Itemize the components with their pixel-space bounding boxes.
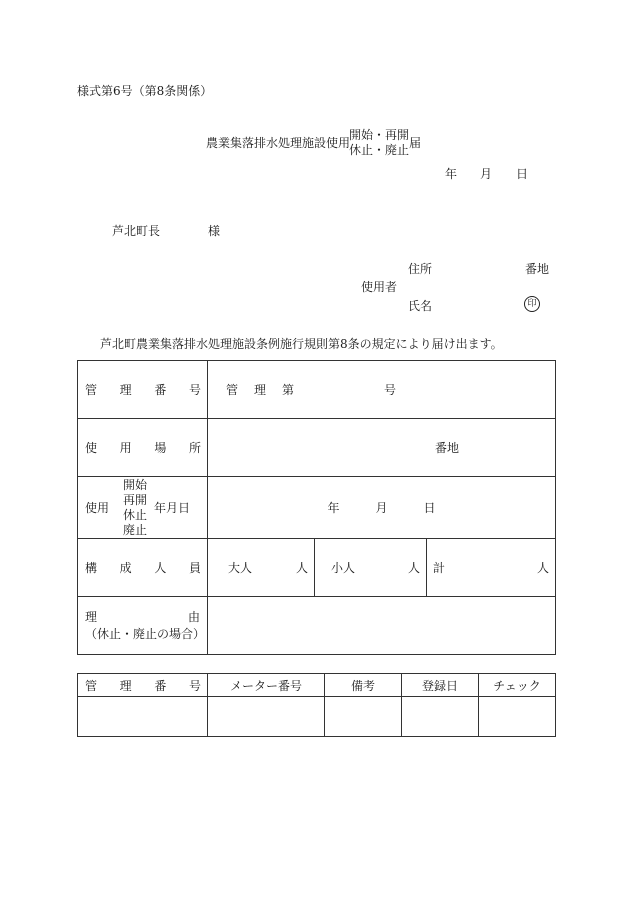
meter-number-cell[interactable] — [208, 697, 325, 737]
row-usage-date — [78, 477, 556, 539]
office-mgmt-number-header: 管 理 番 号 — [85, 678, 201, 693]
title-option-stop: 休止・廃止 — [349, 143, 410, 157]
usage-place-label: 使 用 場 所 — [85, 441, 201, 455]
seal-mark-icon: 印 — [524, 296, 540, 312]
form-title: 農業集落排水処理施設使用 — [206, 136, 351, 150]
title-option-start: 開始・再開 — [349, 128, 410, 142]
mgmt-number-field[interactable]: 管 理 第 号 — [208, 361, 556, 419]
declaration-statement: 芦北町農業集落排水処理施設条例施行規則第8条の規定により届け出ます。 — [100, 337, 503, 351]
reason-field[interactable] — [208, 597, 556, 655]
form-number: 様式第6号（第8条関係） — [77, 84, 213, 98]
usage-place-field[interactable]: 番地 — [208, 419, 556, 477]
usage-date-field[interactable]: 年 月 日 — [208, 477, 556, 539]
registered-date-cell[interactable] — [402, 697, 479, 737]
row-management-number — [78, 361, 556, 419]
date-month-label: 月 — [480, 167, 493, 181]
row-reason — [78, 597, 556, 655]
row-usage-place — [78, 419, 556, 477]
remarks-cell[interactable] — [325, 697, 402, 737]
meter-number-header: メーター番号 — [208, 674, 325, 697]
office-use-table — [77, 673, 556, 737]
date-year-label: 年 — [445, 167, 458, 181]
applicant-banchi-label: 番地 — [525, 262, 550, 276]
applicant-name-label: 氏名 — [408, 299, 433, 313]
check-header: チェック — [479, 674, 556, 697]
addressee: 芦北町長 — [112, 224, 161, 238]
date-day-label: 日 — [516, 167, 529, 181]
usage-date-label: 使用 開始 再開 休止 廃止 年月日 — [85, 477, 191, 537]
child-count-field[interactable]: 小人 人 — [315, 539, 427, 597]
adult-count-field[interactable]: 大人 人 — [208, 539, 315, 597]
application-table — [77, 360, 556, 655]
office-header-row — [78, 674, 556, 697]
addressee-honorific: 様 — [208, 224, 221, 238]
title-suffix: 届 — [409, 136, 422, 150]
office-value-row — [78, 697, 556, 737]
members-label: 構 成 人 員 — [85, 561, 201, 575]
applicant-role-label: 使用者 — [361, 280, 398, 294]
row-household-members — [78, 539, 556, 597]
office-mgmt-number-cell[interactable] — [78, 697, 208, 737]
applicant-address-label: 住所 — [408, 262, 433, 276]
remarks-header: 備考 — [325, 674, 402, 697]
total-count-field[interactable]: 計 人 — [427, 539, 556, 597]
check-cell[interactable] — [479, 697, 556, 737]
title-options — [349, 128, 409, 158]
reason-label: 理 由 （休止・廃止の場合） — [85, 610, 206, 641]
registered-date-header: 登録日 — [402, 674, 479, 697]
mgmt-number-label: 管 理 番 号 — [85, 383, 201, 397]
